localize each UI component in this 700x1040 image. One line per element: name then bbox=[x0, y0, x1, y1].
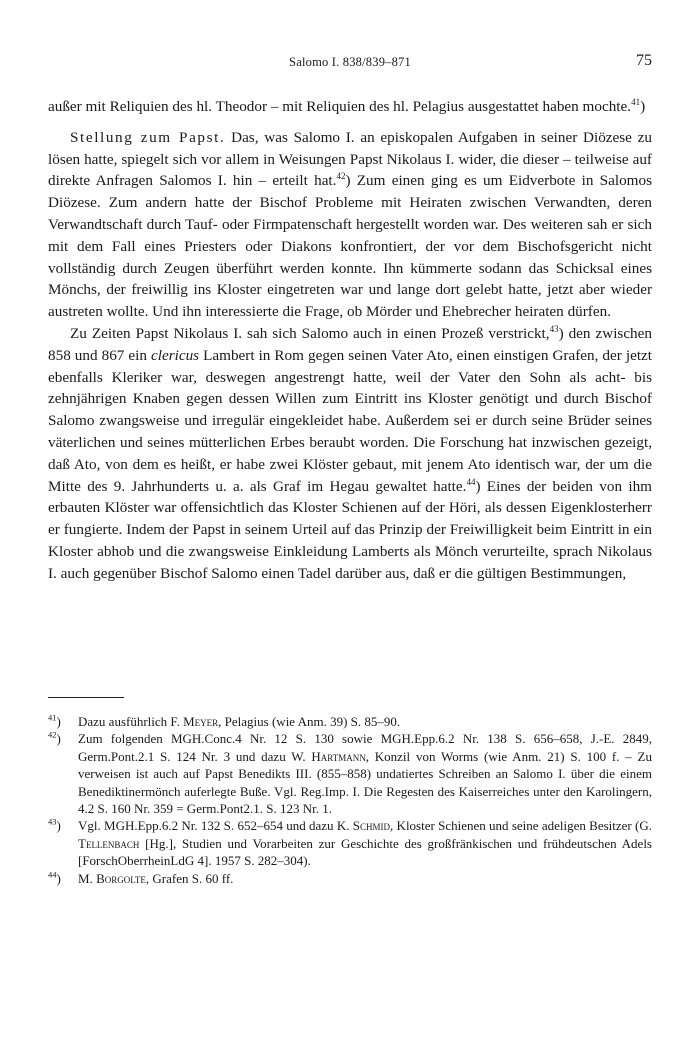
text-run: Dazu ausführlich F. bbox=[78, 714, 184, 729]
paragraph-1 bbox=[48, 96, 652, 118]
text-run: , Kloster Schienen und seine adeligen Besitzer (G. bbox=[390, 818, 653, 834]
footnote-44 bbox=[48, 870, 652, 887]
text-run: , Pelagius (wie Anm. 39) S. 85–90. bbox=[218, 714, 401, 729]
author-name: Borgolte bbox=[96, 870, 146, 886]
author-name: Meyer bbox=[183, 714, 219, 729]
footnote-ref-43[interactable]: 43 bbox=[549, 323, 559, 334]
footnote-ref-41[interactable]: 41 bbox=[631, 96, 641, 107]
author-name: Hartmann bbox=[311, 748, 366, 764]
footnote-41 bbox=[48, 713, 652, 730]
author-name: Tellenbach bbox=[78, 835, 140, 851]
author-name: Schmid bbox=[352, 818, 391, 834]
footnote-42 bbox=[48, 730, 652, 817]
footnote-marker: $^{42}$) bbox=[48, 730, 61, 747]
italic-term: clericus bbox=[151, 346, 200, 364]
text-run: , Konzil von Worms (wie Anm. 21) S. 100 f. – Zu verweisen ist auch auf Papst Benedikts III. (855–858) undatiertes Schreiben an Salomo I. über die einem Benediktinermönch auferlegte Buße. Vgl. Reg.Imp. I. Die Regesten des Kaiserreiches unter den Karolingern, 4.2 S. 160 Nr. 359 = Germ.Pont2.1. S. 123 Nr. 1. bbox=[78, 748, 652, 817]
text-run: Zu Zeiten Papst Nikolaus I. sah sich Salomo auch in einen Prozeß verstrickt, bbox=[70, 324, 550, 342]
paragraph-2 bbox=[48, 127, 652, 323]
footnote-divider bbox=[48, 697, 124, 698]
text-run: ) bbox=[640, 98, 646, 115]
text-run: ) Zum einen ging es um Eidverbote in Salomos Diözese. Zum andern hatte der Bischof Probleme mit Heiraten zwischen Verwandten, deren Verwandtschaft durch Tauf- oder Firmpatenschaft hergestellt worden war. Des weiteren sah er sich mit dem Fall eines Priesters oder Diakons konfrontiert, der vor dem Bischofsgericht nicht vollständig durch Zeugen überführt werden konnte. Ihn kümmerte sodann das Schicksal eines Mönchs, der freiwillig ins Kloster eingetreten war und lange dort gelebt hatte, jetzt aber wieder austreten wollte. Und ihn interessierte die Frage, ob Mörder und Ehebrecher heiraten dürfen. bbox=[48, 172, 652, 321]
footnote-number: 43 bbox=[48, 817, 57, 828]
text-run: ) den zwischen 858 und 867 ein bbox=[48, 324, 652, 364]
text-run: außer mit Reliquien des hl. Theodor – mit Reliquien des hl. Pelagius ausgestattet haben mochte. bbox=[48, 98, 632, 115]
text-run: ) Eines der beiden von ihm erbauten Klöster war offensichtlich das Kloster Schienen auf der Höri, als dessen Eigenklosterherr er fungierte. Indem der Papst in seinem Urteil auf das Prinzip der Freiwilligkeit beim Eintritt in ein Kloster abhob und die zwangsweise Einkleidung Lamberts als Mönch verurteilte, sprach Nikolaus I. auch gegenüber Bischof Salomo einen Tadel darüber aus, daß er die gültigen Bestimmungen, bbox=[48, 477, 652, 582]
footnote-marker: $^{41}$) bbox=[48, 712, 61, 729]
text-run: Vgl. MGH.Epp.6.2 Nr. 132 S. 652–654 und dazu K. bbox=[78, 818, 353, 834]
text-run: M. bbox=[78, 870, 97, 886]
page-number: 75 bbox=[636, 52, 652, 69]
running-head bbox=[48, 52, 652, 76]
text-run: Das, was Salomo I. an episkopalen Aufgaben in seiner Diözese zu lösen hatte, spiegelt sich vor allem in Weisungen Papst Nikolaus I. wider, die dieser – teilweise auf direkte Anfragen Salomos I. hin – erteilt hat. bbox=[48, 128, 652, 190]
footnote-ref-44[interactable]: 44 bbox=[466, 476, 476, 487]
footnote-number: 44 bbox=[48, 869, 57, 880]
footnote-number: 42 bbox=[48, 730, 57, 741]
text-run: Zum folgenden MGH.Conc.4 Nr. 12 S. 130 sowie MGH.Epp.6.2 Nr. 138 S. 656–658, J.-E. 2849, Germ.Pont.2.1 S. 124 Nr. 3 und dazu W. bbox=[78, 731, 652, 764]
section-heading: Stellung zum Papst. bbox=[70, 128, 226, 146]
paragraph-3 bbox=[48, 323, 652, 585]
footnote-ref-42[interactable]: 42 bbox=[336, 171, 346, 182]
footnote-marker: $^{43}$) bbox=[48, 817, 61, 834]
main-text bbox=[48, 96, 652, 585]
footnotes bbox=[48, 713, 652, 887]
text-run: , Grafen S. 60 ff. bbox=[145, 870, 234, 886]
text-run: [Hg.], Studien und Vorarbeiten zur Geschichte des großfränkischen und frühdeutschen Adels [ForschOberrheinLdG 4]. 1957 S. 282–304). bbox=[78, 835, 652, 869]
text-run: Lambert in Rom gegen seinen Vater Ato, einen einstigen Grafen, der jetzt ebenfalls Kleriker war, deswegen angestrengt hatte, weil der Vater den Sohn als acht- bis zehnjährigen Knaben gegen dessen Willen zum Eintritt ins Kloster genötigt und durch Bischof Salomo zwangsweise und irregulär eingekleidet habe. Außerdem sei er durch seine Brüder seines väterlichen und seines mütterlichen Erbes beraubt worden. Die Forschung hat inzwischen gezeigt, daß Ato, von dem es heißt, er habe zwei Klöster gebaut, mit jenem Ato identisch war, der um die Mitte des 9. Jahrhunderts u. a. als Graf im Hegau gewaltet hatte. bbox=[48, 346, 652, 495]
running-title: Salomo I. 838/839–871 bbox=[289, 55, 411, 69]
footnote-43 bbox=[48, 817, 652, 869]
footnote-marker: $^{44}$) bbox=[48, 869, 61, 886]
footnote-number: 41 bbox=[48, 712, 57, 723]
